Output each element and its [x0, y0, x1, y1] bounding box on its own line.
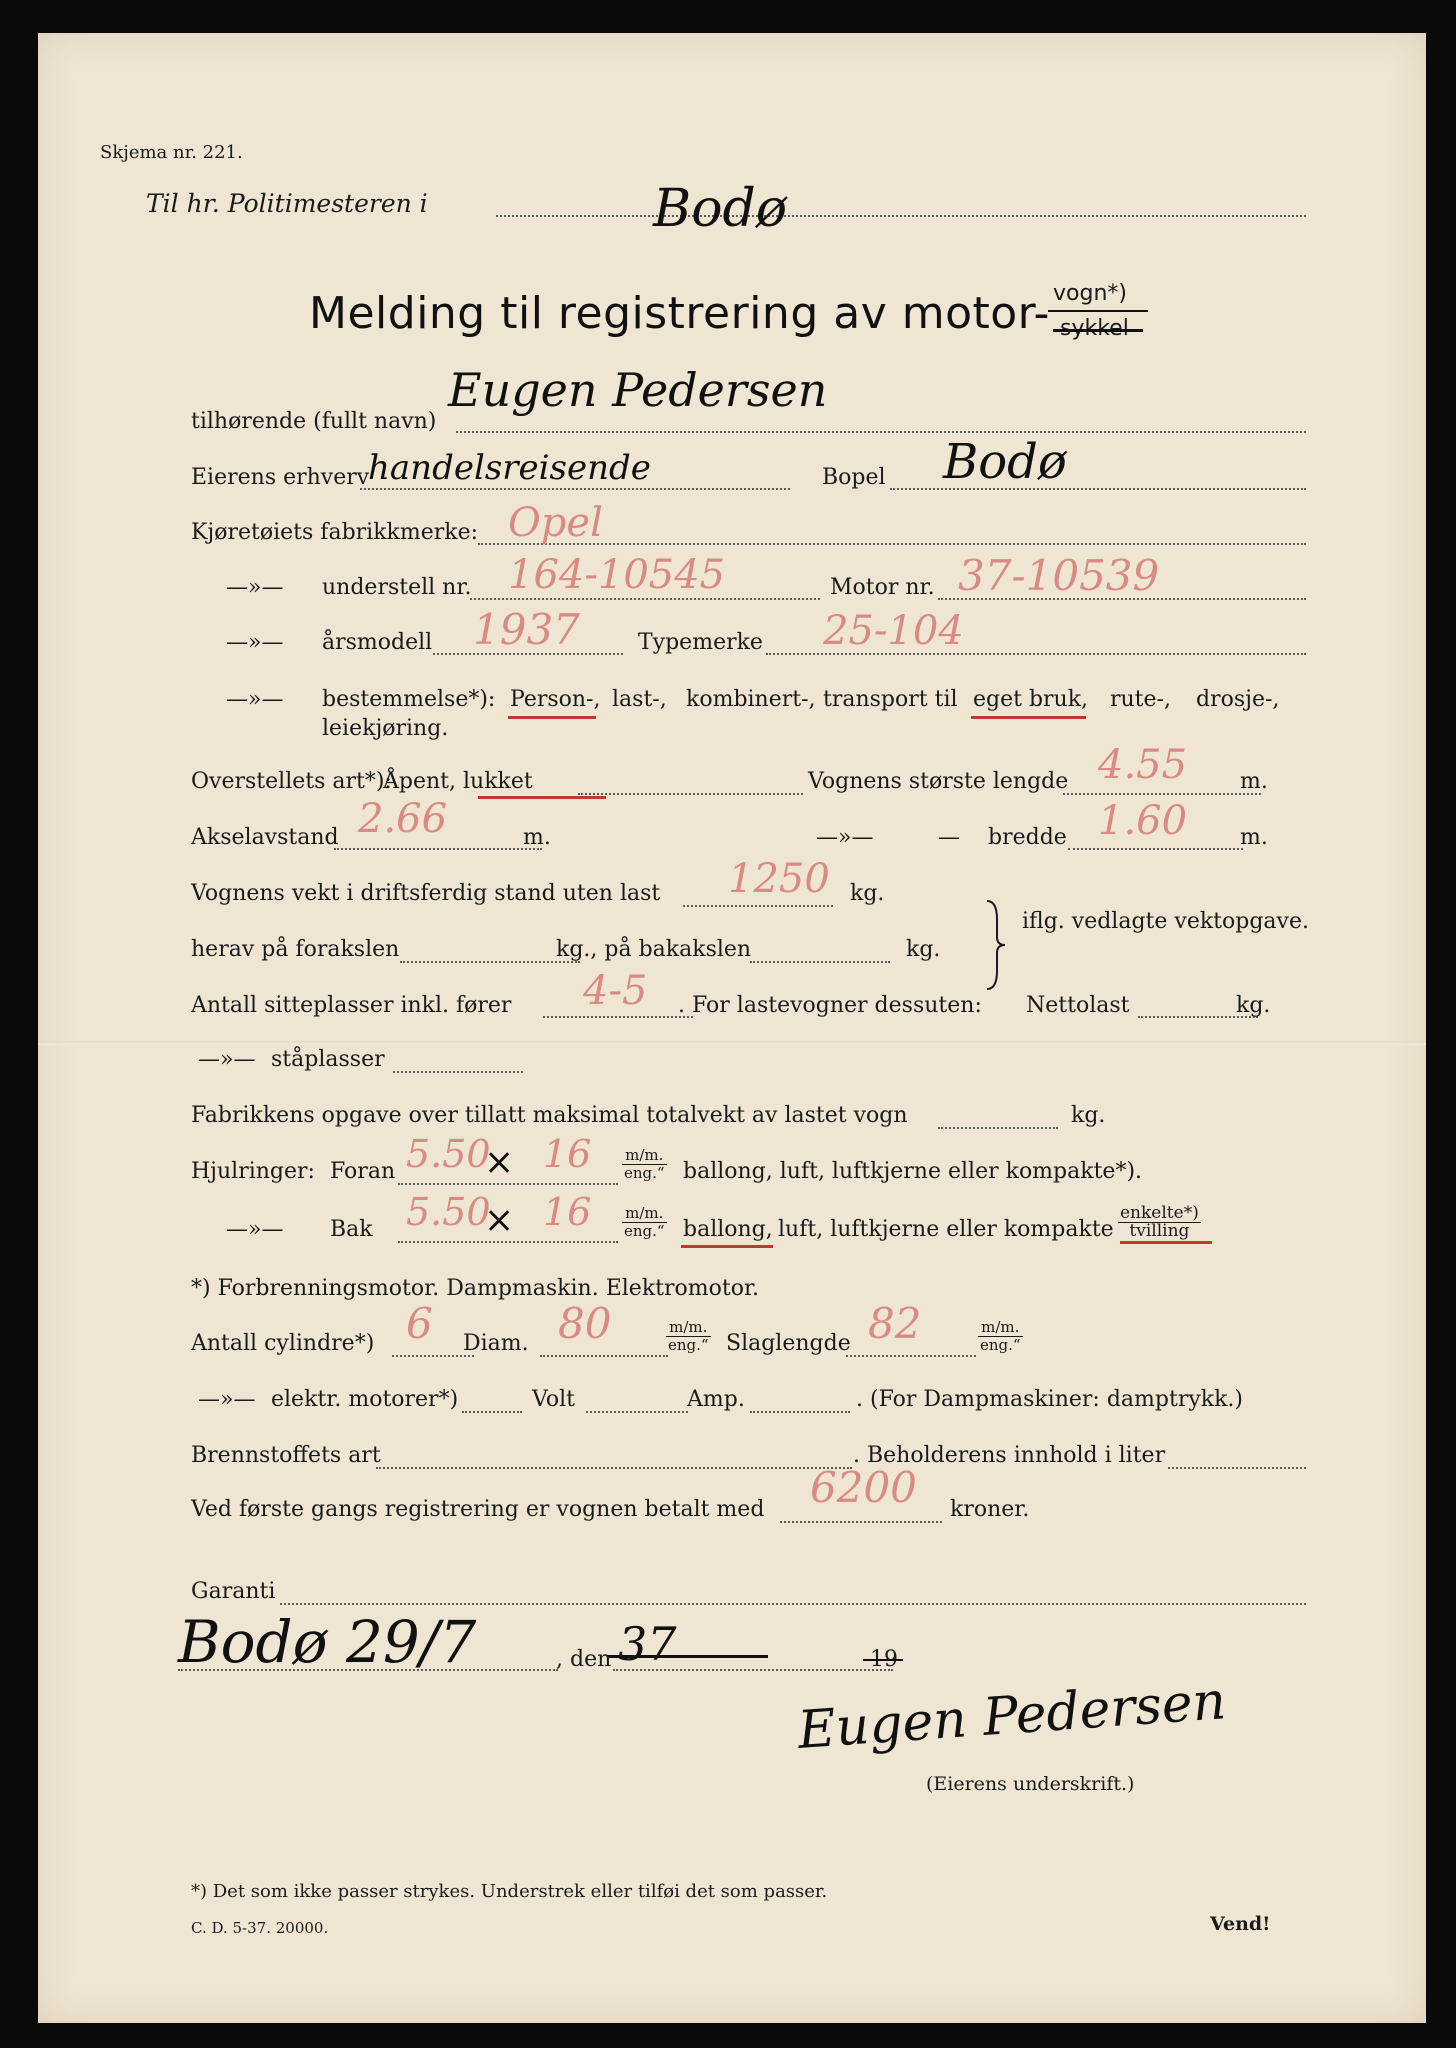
price-unit: kroner.: [950, 1497, 1030, 1522]
den-label: , den: [556, 1647, 612, 1672]
tyre-tvilling: tvilling: [1129, 1221, 1190, 1241]
residence-label: Bopel: [822, 465, 886, 490]
tyres-front-label: Foran: [330, 1159, 396, 1184]
signature-label: (Eierens underskrift.): [926, 1773, 1135, 1795]
type-mark-label: Typemerke: [638, 630, 763, 655]
tyre-enkelte: enkelte*): [1120, 1203, 1199, 1223]
sykkel-strike: [1053, 329, 1143, 332]
wheelbase-label: Akselavstand: [191, 825, 339, 850]
purpose-eget-bruk-underline: [971, 716, 1086, 719]
ditto-mark: —»—: [198, 1047, 256, 1072]
rear-axle-label: kg., på bakakslen: [556, 937, 752, 962]
tyres-label: Hjulringer:: [191, 1159, 315, 1184]
tvilling-strike: [1120, 1241, 1212, 1244]
rear-axle-line: [750, 961, 890, 963]
width-value: 1.60: [1098, 798, 1188, 844]
amp-label: Amp.: [687, 1387, 745, 1412]
make-label: Kjøretøiets fabrikkmerke:: [191, 520, 479, 545]
volt-label: Volt: [532, 1387, 575, 1412]
residence-value: Bodø: [943, 434, 1067, 490]
diam-value: 80: [558, 1299, 612, 1348]
tyres-rear-times: ×: [484, 1200, 515, 1241]
tyres-front-a: 5.50: [406, 1132, 491, 1176]
weight-note: iflg. vedlagte vektopgave.: [1022, 909, 1309, 934]
ditto-mark: —»—: [226, 575, 284, 600]
max-weight-unit: kg.: [1071, 1103, 1106, 1128]
tyres-rear-a: 5.50: [406, 1190, 491, 1234]
form-sheet: [38, 33, 1426, 2023]
purpose-drosje: drosje-,: [1196, 687, 1280, 712]
max-weight-label: Fabrikkens opgave over tillatt maksimal totalvekt av lastet vogn: [191, 1103, 908, 1128]
standing-label: ståplasser: [271, 1047, 385, 1072]
max-weight-line: [938, 1127, 1058, 1129]
cylinders-label: Antall cylindre*): [191, 1331, 375, 1356]
purpose-person: Person-,: [510, 687, 601, 712]
front-axle-line: [400, 961, 580, 963]
unit-mm: m/m.: [622, 1147, 667, 1165]
title-vogn: vogn*): [1053, 281, 1127, 306]
owner-name-label: tilhørende (fullt navn): [191, 409, 437, 434]
chassis-line: [470, 598, 820, 600]
weight-value: 1250: [728, 856, 830, 902]
owner-name-value: Eugen Pedersen: [448, 363, 828, 417]
purpose-kombinert: kombinert-,: [686, 687, 816, 712]
tyres-front-times: ×: [484, 1142, 515, 1183]
width-label: bredde: [988, 825, 1067, 850]
ditto-mark: —»—: [198, 1387, 256, 1412]
police-district-value: Bodø: [653, 179, 788, 239]
tyres-front-unit: [622, 1147, 667, 1182]
cylinders-line: [392, 1355, 474, 1357]
length-value: 4.55: [1098, 742, 1188, 788]
purpose-transport: transport til: [823, 687, 958, 712]
motor-types: *) Forbrenningsmotor. Dampmaskin. Elektromotor.: [191, 1276, 760, 1301]
make-value: Opel: [508, 500, 603, 546]
chassis-value: 164-10545: [508, 552, 726, 598]
tyres-rear-label: Bak: [330, 1217, 373, 1242]
width-line: [1068, 848, 1243, 850]
unit-mm: m/m.: [978, 1319, 1023, 1337]
amp-line: [750, 1411, 850, 1413]
body-label: Overstellets art*):: [191, 769, 392, 794]
purpose-leie: leiekjøring.: [322, 716, 449, 741]
occupation-label: Eierens erhverv: [191, 465, 370, 490]
width-unit: m.: [1240, 825, 1268, 850]
tyres-front-b: 16: [543, 1132, 592, 1176]
price-label: Ved første gangs registrering er vognen betalt med: [191, 1497, 765, 1522]
title-fraction-line: [1048, 310, 1148, 312]
unit-eng: eng.“: [980, 1336, 1021, 1354]
electric-label: elektr. motorer*): [271, 1387, 459, 1412]
weight-label: Vognens vekt i driftsferdig stand uten last: [191, 881, 661, 906]
year-model-value: 1937: [473, 605, 580, 654]
length-label: Vognens største lengde: [808, 769, 1069, 794]
unit-eng: eng.“: [668, 1336, 709, 1354]
seats-value: 4-5: [583, 968, 648, 1014]
purpose-rute: rute-,: [1110, 687, 1171, 712]
schema-number: Skjema nr. 221.: [100, 142, 243, 163]
print-code: C. D. 5-37. 20000.: [191, 1919, 329, 1937]
year-19-label: 19: [870, 1647, 898, 1672]
ditto-mark: —»—: [226, 1217, 284, 1242]
unit-mm: m/m.: [622, 1205, 667, 1223]
standing-line: [393, 1071, 523, 1073]
owner-name-line: [456, 431, 1306, 433]
vend-note: Vend!: [1210, 1913, 1271, 1935]
body-lukket-underline: [478, 796, 606, 799]
seats-label: Antall sitteplasser inkl. fører: [191, 993, 512, 1018]
type-mark-value: 25-104: [823, 608, 964, 654]
ditto-mark: —»—: [226, 687, 284, 712]
diam-label: Diam.: [463, 1331, 529, 1356]
rear-axle-unit: kg.: [906, 937, 941, 962]
tyres-rear-ballong: ballong,: [683, 1217, 773, 1242]
police-district-line: [496, 215, 1306, 217]
fuel-line: [376, 1467, 852, 1469]
purpose-eget-bruk: eget bruk,: [973, 687, 1089, 712]
weight-line: [683, 905, 833, 907]
body-options: Åpent, lukket: [383, 769, 533, 794]
cylinders-value: 6: [406, 1299, 433, 1348]
year-flourish: [608, 1655, 768, 1658]
ditto-mark: —»—: [226, 630, 284, 655]
year-value: 37: [618, 1617, 677, 1671]
tyres-rear-kind: [1118, 1205, 1201, 1240]
stroke-value: 82: [868, 1299, 922, 1348]
wheelbase-line: [334, 848, 542, 850]
volt-line: [586, 1411, 688, 1413]
tyres-front-line: [398, 1183, 618, 1185]
price-line: [780, 1521, 942, 1523]
title-sykkel: sykkel: [1060, 316, 1129, 341]
purpose-person-underline: [508, 716, 596, 719]
length-line: [1063, 793, 1261, 795]
ditto-mark: —»—: [816, 825, 874, 850]
seats-line: [543, 1016, 693, 1018]
electric-line: [462, 1411, 522, 1413]
paper-fold: [38, 1041, 1426, 1045]
footnote: *) Det som ikke passer strykes. Understrek eller tilføi det som passer.: [191, 1881, 828, 1902]
motor-no-value: 37-10539: [958, 551, 1160, 600]
price-value: 6200: [810, 1463, 917, 1512]
ballong-underline: [681, 1245, 773, 1248]
weight-brace: [983, 899, 1009, 991]
stroke-line: [846, 1355, 976, 1357]
tyres-rear-b: 16: [543, 1190, 592, 1234]
stroke-unit: [978, 1319, 1023, 1354]
cargo-label: . For lastevogner dessuten:: [678, 993, 982, 1018]
chassis-label: understell nr.: [322, 575, 472, 600]
guarantee-line: [280, 1603, 1306, 1605]
width-dash: —: [938, 825, 960, 850]
tank-line: [1168, 1467, 1306, 1469]
guarantee-label: Garanti: [191, 1579, 276, 1604]
tank-label: . Beholderens innhold i liter: [853, 1443, 1166, 1468]
tyres-rear-unit: [622, 1205, 667, 1240]
diam-line: [540, 1355, 668, 1357]
front-axle-label: herav på forakslen: [191, 937, 400, 962]
stroke-label: Slaglengde: [726, 1331, 851, 1356]
year-19-strike: [863, 1659, 903, 1661]
fuel-label: Brennstoffets art: [191, 1443, 381, 1468]
purpose-label: bestemmelse*):: [322, 687, 496, 712]
to-police-label: Til hr. Politimesteren i: [146, 189, 428, 218]
tyres-front-text: ballong, luft, luftkjerne eller kompakte*).: [683, 1159, 1143, 1184]
place-date-value: Bodø 29/7: [178, 1608, 477, 1676]
body-line: [578, 793, 803, 795]
purpose-last: last-,: [612, 687, 667, 712]
unit-eng: eng.“: [624, 1164, 665, 1182]
wheelbase-value: 2.66: [358, 796, 448, 842]
length-unit: m.: [1240, 769, 1268, 794]
motor-no-label: Motor nr.: [830, 575, 935, 600]
netto-label: Nettolast: [1026, 993, 1130, 1018]
tyres-rear-line: [398, 1241, 618, 1243]
netto-unit: kg.: [1236, 993, 1271, 1018]
tyres-rear-text: luft, luftkjerne eller kompakte: [778, 1217, 1114, 1242]
unit-mm: m/m.: [666, 1319, 711, 1337]
owner-signature: Eugen Pedersen: [795, 1671, 1228, 1761]
occupation-value: handelsreisende: [368, 448, 651, 488]
form-title: Melding til registrering av motor-: [309, 288, 1050, 339]
wheelbase-unit: m.: [523, 825, 551, 850]
unit-eng: eng.“: [624, 1222, 665, 1240]
steam-note: . (For Dampmaskiner: damptrykk.): [856, 1387, 1243, 1412]
diam-unit: [666, 1319, 711, 1354]
occupation-line: [360, 488, 790, 490]
weight-unit: kg.: [850, 881, 885, 906]
year-model-label: årsmodell: [322, 630, 433, 655]
